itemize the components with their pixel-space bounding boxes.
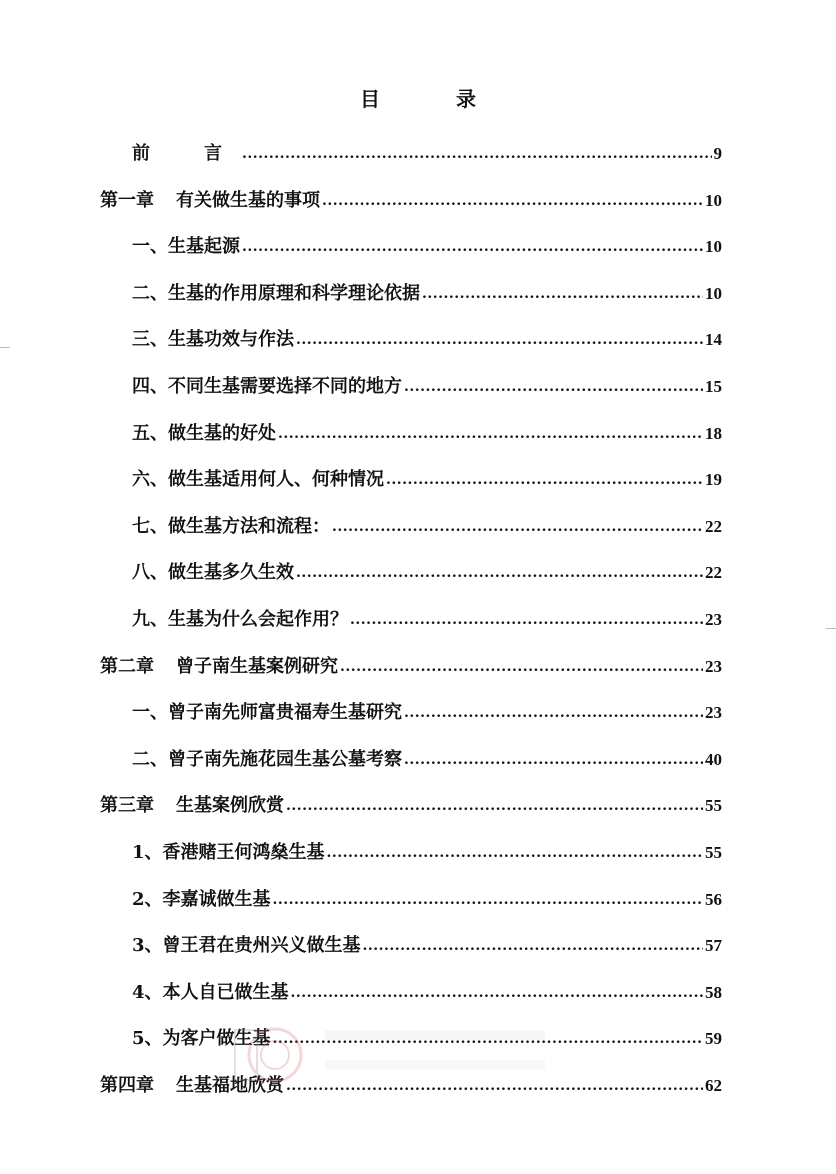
toc-entry-label: 五、做生基的好处 xyxy=(132,422,276,444)
chapter-number: 第四章 xyxy=(100,1075,154,1096)
dot-leader xyxy=(350,608,703,632)
toc-entry-label: 八、做生基多久生效 xyxy=(132,562,294,584)
toc-page-number: 56 xyxy=(705,889,722,909)
toc-page-number: 55 xyxy=(705,796,722,816)
toc-page-number: 55 xyxy=(705,843,722,862)
toc-section-entry[interactable] xyxy=(0,499,722,539)
toc-entry-label: 前 言 xyxy=(132,143,240,164)
toc-section-entry[interactable] xyxy=(0,825,722,865)
toc-section-entry[interactable] xyxy=(0,452,722,492)
toc-page-number: 10 xyxy=(705,283,722,303)
toc-section-entry[interactable] xyxy=(0,266,722,306)
dot-leader xyxy=(404,748,703,772)
chapter-title: 有关做生基的事项 xyxy=(176,189,320,211)
toc-entry-label: 九、生基为什么会起作用？ xyxy=(132,609,348,630)
toc-entry-label: 1、香港赌王何鸿燊生基 xyxy=(132,842,325,863)
toc-page-number: 40 xyxy=(705,749,722,769)
toc-page-number: 23 xyxy=(705,656,722,676)
toc-page-number: 15 xyxy=(705,377,722,396)
toc-page-number: 58 xyxy=(705,982,722,1002)
dot-leader xyxy=(327,841,703,865)
toc-page-number: 22 xyxy=(705,516,722,536)
toc-title: 目 录 xyxy=(360,87,504,111)
toc-section-entry[interactable] xyxy=(0,406,722,446)
toc-entry-label: 一、曾子南先师富贵福寿生基研究 xyxy=(132,702,402,724)
toc-section-entry[interactable] xyxy=(0,219,722,259)
toc-page-number: 22 xyxy=(705,563,722,583)
toc-entry-label xyxy=(100,655,338,679)
dot-leader xyxy=(286,794,703,818)
toc-entry-label: 3、曾王君在贵州兴义做生基 xyxy=(132,935,361,957)
toc-page-number: 62 xyxy=(705,1076,722,1095)
toc-page-number: 9 xyxy=(713,144,722,163)
toc-entry-label: 六、做生基适用何人、何种情况 xyxy=(132,469,384,491)
dot-leader xyxy=(386,468,703,492)
toc-entry-label: 三、生基功效与作法 xyxy=(132,329,294,351)
toc-chapter-entry[interactable] xyxy=(0,173,722,213)
dot-leader xyxy=(296,561,703,585)
dot-leader xyxy=(242,235,703,259)
dot-leader xyxy=(273,888,703,912)
toc-section-entry[interactable] xyxy=(0,918,722,958)
toc-entry-label: 二、生基的作用原理和科学理论依据 xyxy=(132,282,420,304)
toc-page-number: 14 xyxy=(705,330,722,350)
chapter-title: 曾子南生基案例研究 xyxy=(176,655,338,677)
toc-section-entry[interactable] xyxy=(0,545,722,585)
toc-section-entry[interactable] xyxy=(0,732,722,772)
toc-entry-label: 四、不同生基需要选择不同的地方 xyxy=(132,376,402,397)
scan-edge-mark-left xyxy=(0,347,10,348)
scan-edge-mark-right xyxy=(826,628,836,629)
toc-entry-label: 2、李嘉诚做生基 xyxy=(132,888,271,910)
dot-leader xyxy=(278,422,703,446)
toc-entry-label: 七、做生基方法和流程： xyxy=(132,515,330,537)
toc-section-entry[interactable] xyxy=(0,685,722,725)
dot-leader xyxy=(404,701,703,725)
toc-chapter-entry[interactable] xyxy=(0,778,722,818)
toc-entry-label xyxy=(100,794,284,818)
toc-section-entry[interactable] xyxy=(0,312,722,352)
dot-leader xyxy=(296,328,703,352)
dot-leader xyxy=(363,934,703,958)
toc-page-number: 10 xyxy=(705,190,722,210)
toc-page-number: 23 xyxy=(705,703,722,723)
chapter-number: 第一章 xyxy=(100,189,154,211)
toc-page-number: 57 xyxy=(705,936,722,956)
toc-entry-label: 4、本人自已做生基 xyxy=(132,981,289,1003)
toc-entry-label xyxy=(100,189,320,213)
toc-chapter-entry[interactable] xyxy=(0,639,722,679)
toc-entry-label: 5、为客户做生基 xyxy=(132,1028,271,1050)
toc-page-number: 19 xyxy=(705,470,722,490)
dot-leader xyxy=(332,515,703,539)
toc-section-entry[interactable] xyxy=(0,126,722,166)
toc-entry-label: 一、生基起源 xyxy=(132,236,240,258)
watermark-logo xyxy=(215,1010,575,1100)
chapter-title: 生基福地欣赏 xyxy=(176,1075,284,1096)
toc-section-entry[interactable] xyxy=(0,872,722,912)
dot-leader xyxy=(242,142,712,166)
dot-leader xyxy=(404,375,703,399)
dot-leader xyxy=(422,282,703,306)
toc-entry-label: 二、曾子南先施花园生基公墓考察 xyxy=(132,748,402,770)
toc-section-entry[interactable] xyxy=(0,965,722,1005)
dot-leader xyxy=(340,655,703,679)
toc-page-number: 10 xyxy=(705,237,722,257)
dot-leader xyxy=(322,189,703,213)
toc-section-entry[interactable] xyxy=(0,359,722,399)
chapter-title: 生基案例欣赏 xyxy=(176,795,284,817)
chapter-number: 第二章 xyxy=(100,655,154,677)
toc-section-entry[interactable] xyxy=(0,592,722,632)
toc-page-number: 59 xyxy=(705,1029,722,1049)
toc-page-number: 23 xyxy=(705,610,722,629)
chapter-number: 第三章 xyxy=(100,795,154,817)
toc-page-number: 18 xyxy=(705,423,722,443)
dot-leader xyxy=(291,981,703,1005)
